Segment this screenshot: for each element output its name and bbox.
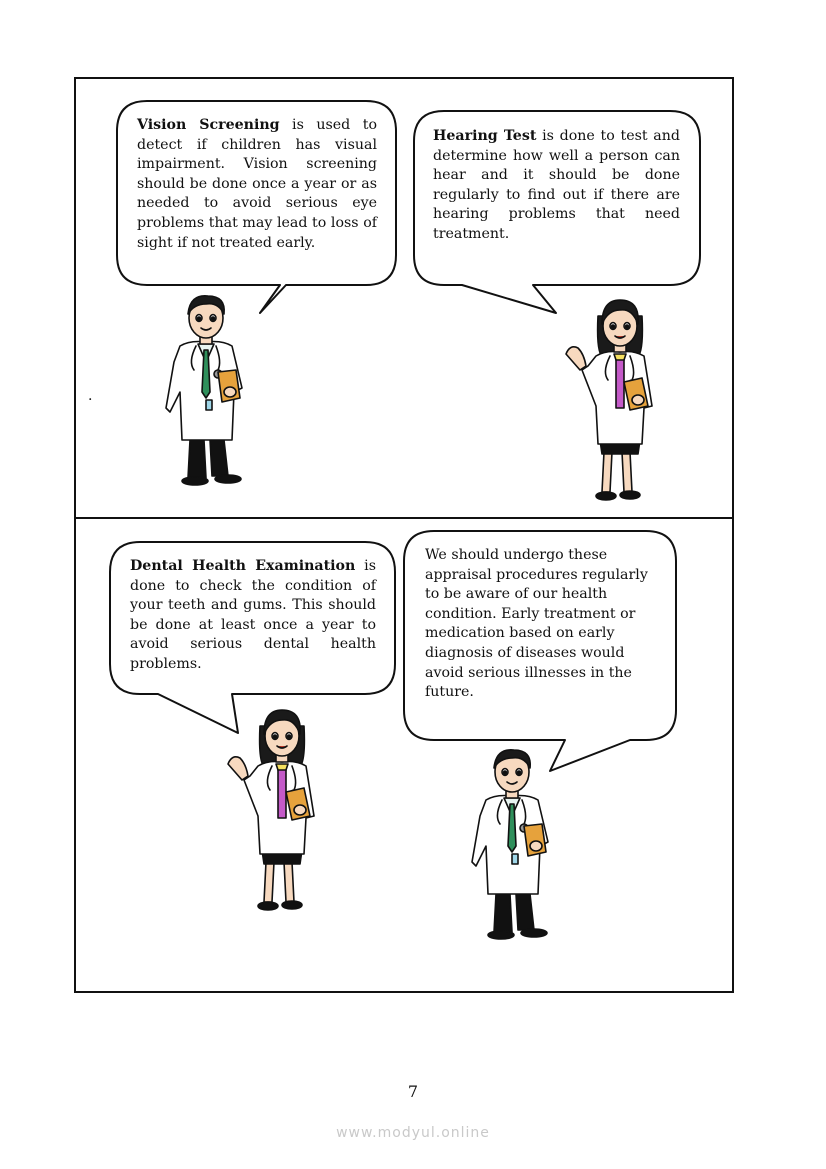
hearing-test-body: is done to test and determine how well a person can hear and it should be done regularly to find out if there are hearing problems that need treatment. bbox=[433, 128, 680, 242]
vision-screening-body: is used to detect if children has visual impairment. Vision screening should be done once a year or as needed to avoid serious eye problems that may lead to loss of sight if not treated early. bbox=[137, 117, 377, 251]
vision-screening-text bbox=[137, 116, 377, 253]
watermark: www.modyul.online bbox=[336, 1125, 490, 1141]
dental-exam-term: Dental Health Examination bbox=[130, 558, 356, 574]
female-doctor-illustration-dental bbox=[218, 706, 326, 914]
summary-body: We should undergo these appraisal procedures regularly to be aware of our health condition. Early treatment or medication based on early diagnosis of diseases would avoid serious illnesses in the future. bbox=[425, 547, 648, 701]
summary-text bbox=[425, 546, 661, 703]
dental-exam-text bbox=[130, 557, 376, 675]
male-doctor-illustration bbox=[160, 292, 252, 488]
vision-screening-term: Vision Screening bbox=[137, 117, 280, 133]
female-doctor-illustration bbox=[560, 296, 660, 504]
stray-mark: . bbox=[88, 388, 93, 404]
dental-exam-body: is done to check the condition of your teeth and gums. This should be done at least once a year to avoid serious dental health problems. bbox=[130, 558, 376, 672]
hearing-test-term: Hearing Test bbox=[433, 128, 537, 144]
page-number: 7 bbox=[407, 1082, 419, 1101]
hearing-test-text bbox=[433, 127, 680, 245]
male-doctor-illustration-summary bbox=[466, 746, 558, 942]
